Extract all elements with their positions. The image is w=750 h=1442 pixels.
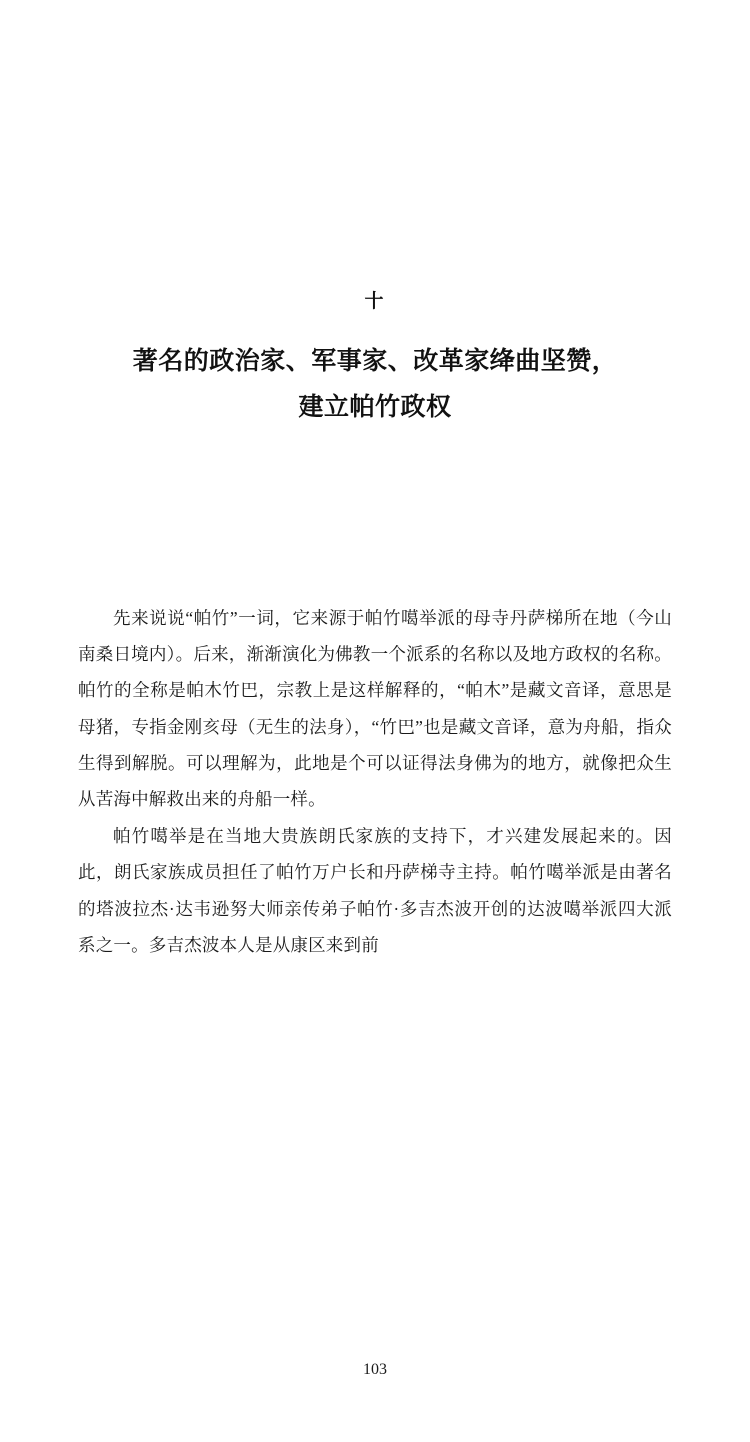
body-text	[78, 600, 672, 964]
paragraph: 帕竹噶举是在当地大贵族朗氏家族的支持下，才兴建发展起来的。因此，朗氏家族成员担任了帕竹万户长和丹萨梯寺主持。帕竹噶举派是由著名的塔波拉杰·达韦逊努大师亲传弟子帕竹·多吉杰波开创的达波噶举派四大派系之一。多吉杰波本人是从康区来到前	[78, 825, 672, 956]
chapter-title-line-2: 建立帕竹政权	[298, 394, 452, 422]
page-title	[78, 339, 672, 432]
chapter-title-line-1: 著名的政治家、军事家、改革家绛曲坚赞，	[132, 348, 618, 375]
chapter-number: 十	[364, 291, 386, 312]
page-canvas	[0, 292, 750, 1442]
page-number: 103	[363, 1361, 387, 1378]
paragraph: 先来说说“帕竹”一词，它来源于帕竹噶举派的母寺丹萨梯所在地（今山南桑日境内）。后来，渐渐演化为佛教一个派系的名称以及地方政权的名称。帕竹的全称是帕木竹巴，宗教上是这样解释的，“帕木”是藏文音译，意思是母猪，专指金刚亥母（无生的法身），“竹巴”也是藏文音译，意为舟船，指众生得到解脱。可以理解为，此地是个可以证得法身佛为的地方，就像把众生从苦海中解救出来的舟船一样。	[78, 607, 672, 810]
